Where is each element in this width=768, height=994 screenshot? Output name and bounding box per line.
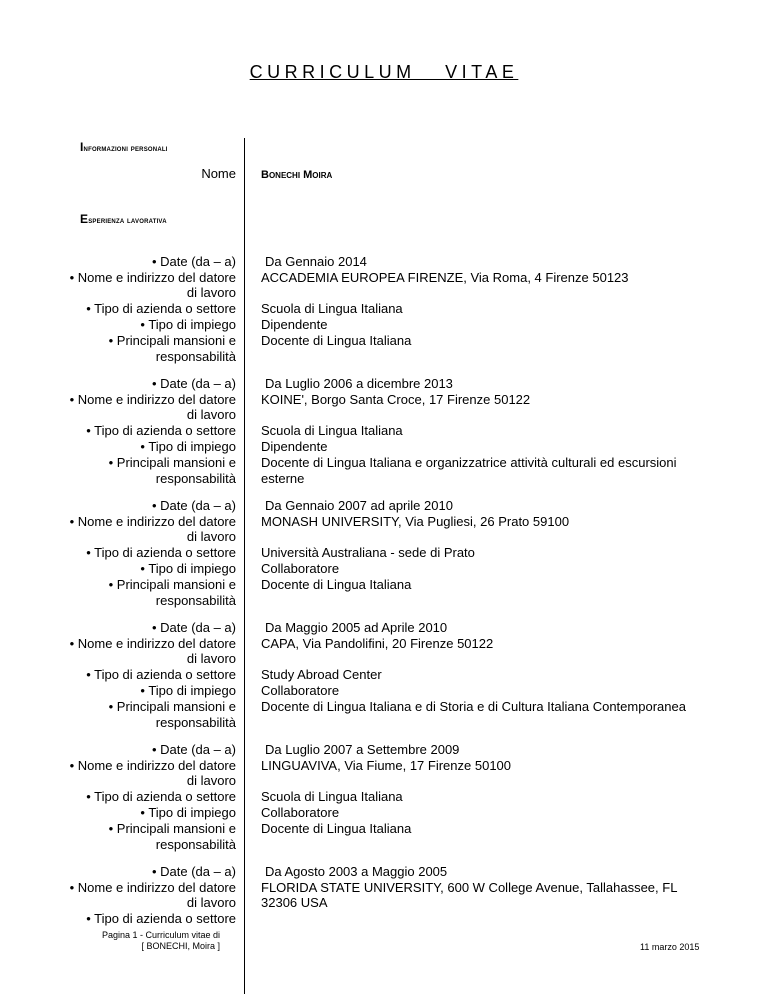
footer-page-line-1: Pagina 1 - Curriculum vitae di	[101, 930, 220, 940]
label-sector: • Tipo di azienda o settore	[86, 423, 236, 438]
entry-job: Collaboratore	[261, 805, 340, 820]
label-employer-1: • Nome e indirizzo del datore	[69, 269, 236, 285]
label-date: • Date (da – a)	[151, 498, 236, 513]
label-sector: • Tipo di azienda o settore	[86, 789, 236, 804]
label-employer-2: di lavoro	[186, 895, 236, 910]
section-heading-experience: Esperienza lavorativa	[80, 212, 167, 226]
footer-date: 11 marzo 2015	[640, 942, 700, 952]
column-divider	[244, 138, 245, 994]
entry-sector: Scuola di Lingua Italiana	[261, 789, 403, 804]
label-job: • Tipo di impiego	[140, 561, 236, 576]
entry-sector: Study Abroad Center	[261, 667, 382, 682]
entry-duties: Docente di Lingua Italiana	[261, 821, 412, 836]
label-sector: • Tipo di azienda o settore	[86, 545, 236, 560]
entry-date: Da Luglio 2006 a dicembre 2013	[265, 376, 453, 391]
footer-page-line-2: [ BONECHI, Moira ]	[141, 941, 220, 951]
label-date: • Date (da – a)	[151, 864, 236, 879]
label-job: • Tipo di impiego	[140, 439, 236, 454]
entry-employer: LINGUAVIVA, Via Fiume, 17 Firenze 50100	[261, 757, 512, 773]
label-employer-1: • Nome e indirizzo del datore	[69, 757, 236, 773]
label-duties-2: responsabilità	[155, 348, 236, 364]
entry-date: Da Luglio 2007 a Settembre 2009	[265, 742, 460, 757]
entry-employer: FLORIDA STATE UNIVERSITY, 600 W College Avenue, Tallahassee, FL 32306 USA	[261, 879, 677, 910]
label-employer-2: di lavoro	[186, 529, 236, 544]
label-employer-2: di lavoro	[186, 773, 236, 788]
entry-employer: KOINE', Borgo Santa Croce, 17 Firenze 50122	[261, 391, 531, 407]
entry-sector: Scuola di Lingua Italiana	[261, 301, 403, 316]
label-sector: • Tipo di azienda o settore	[86, 301, 236, 316]
label-date: • Date (da – a)	[151, 620, 236, 635]
label-sector: • Tipo di azienda o settore	[86, 667, 236, 682]
label-job: • Tipo di impiego	[140, 317, 236, 332]
entry-employer: ACCADEMIA EUROPEA FIRENZE, Via Roma, 4 Firenze 50123	[261, 269, 629, 285]
entry-job: Collaboratore	[261, 561, 340, 576]
label-duties-1: • Principali mansioni e	[108, 821, 236, 836]
label-employer-2: di lavoro	[186, 285, 236, 300]
label-employer-2: di lavoro	[186, 407, 236, 422]
label-duties-2: responsabilità	[155, 836, 236, 852]
label-employer-2: di lavoro	[186, 651, 236, 666]
entry-job: Collaboratore	[261, 683, 340, 698]
entry-employer: MONASH UNIVERSITY, Via Pugliesi, 26 Prato 59100	[261, 513, 570, 529]
label-duties-2: responsabilità	[155, 470, 236, 486]
document-title: CURRICULUM VITAE	[249, 62, 519, 82]
name-label: Nome	[201, 166, 236, 181]
label-job: • Tipo di impiego	[140, 683, 236, 698]
entry-duties: Docente di Lingua Italiana e organizzatrice attività culturali ed escursioni esterne	[261, 455, 677, 486]
label-employer-1: • Nome e indirizzo del datore	[69, 513, 236, 529]
label-job: • Tipo di impiego	[140, 805, 236, 820]
label-employer-1: • Nome e indirizzo del datore	[69, 391, 236, 407]
label-duties-2: responsabilità	[155, 592, 236, 608]
entry-sector: Università Australiana - sede di Prato	[261, 545, 475, 560]
label-sector: • Tipo di azienda o settore	[86, 911, 236, 926]
entry-sector: Scuola di Lingua Italiana	[261, 423, 403, 438]
label-employer-1: • Nome e indirizzo del datore	[69, 635, 236, 651]
entry-duties: Docente di Lingua Italiana	[261, 577, 412, 592]
entry-job: Dipendente	[261, 439, 328, 454]
label-employer-1: • Nome e indirizzo del datore	[69, 879, 236, 895]
entry-date: Da Gennaio 2007 ad aprile 2010	[265, 498, 453, 513]
entry-date: Da Maggio 2005 ad Aprile 2010	[265, 620, 448, 635]
label-duties-1: • Principali mansioni e	[108, 577, 236, 592]
entry-duties: Docente di Lingua Italiana e di Storia e di Cultura Italiana Contemporanea	[261, 699, 686, 714]
label-date: • Date (da – a)	[151, 376, 236, 391]
footer-page-info	[60, 930, 220, 952]
entry-duties: Docente di Lingua Italiana	[261, 333, 412, 348]
name-value: Bonechi Moira	[261, 169, 333, 181]
entry-date: Da Agosto 2003 a Maggio 2005	[265, 864, 448, 879]
label-duties-1: • Principali mansioni e	[108, 333, 236, 348]
label-duties-1: • Principali mansioni e	[108, 455, 236, 470]
entry-job: Dipendente	[261, 317, 328, 332]
label-date: • Date (da – a)	[151, 254, 236, 269]
label-duties-1: • Principali mansioni e	[108, 699, 236, 714]
entry-date: Da Gennaio 2014	[265, 254, 367, 269]
section-heading-personal: Informazioni personali	[80, 140, 168, 154]
label-duties-2: responsabilità	[155, 714, 236, 730]
label-date: • Date (da – a)	[151, 742, 236, 757]
entry-employer: CAPA, Via Pandolifini, 20 Firenze 50122	[261, 635, 494, 651]
